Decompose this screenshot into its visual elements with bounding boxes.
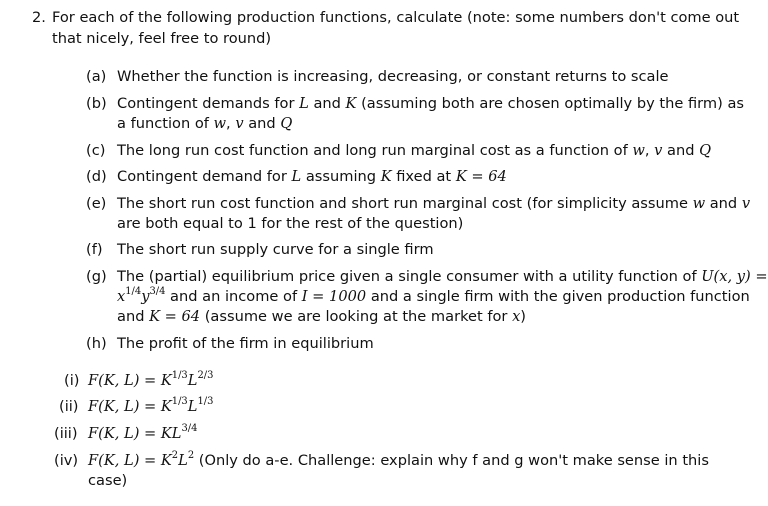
item-text-e-line1: The short run cost function and short run marginal cost (for simplicity assume w and v	[117, 195, 751, 212]
item-label-e: (e)	[86, 195, 107, 212]
item-label-f: (f)	[86, 241, 103, 258]
function-iii: F(K, $L) = KL^{3/4}$	[88, 422, 198, 442]
item-text-b-line1: Contingent demands for L and K (assuming both are chosen optimally by the firm) as	[117, 95, 744, 112]
question-number: 2.	[32, 9, 46, 26]
function-iv-note-line2: case)	[88, 472, 128, 489]
function-iv-note: (Only do a-e. Challenge: explain why f and g won't make sense in this	[194, 452, 709, 469]
item-text-d: Contingent demand for L assuming K fixed at K = 64	[117, 168, 507, 185]
item-text-g-line2: $x^{1/4}y^{3/4}$ and an income of I = 1000 and a single firm with the given production function	[117, 285, 750, 305]
item-text-g-line3: and K = 64 (assume we are looking at the market for x)	[117, 308, 526, 325]
function-label-i: (i)	[64, 372, 80, 389]
item-label-c: (c)	[86, 142, 106, 159]
item-label-b: (b)	[86, 95, 107, 112]
item-text-c: The long run cost function and long run marginal cost as a function of w, v and Q	[117, 142, 712, 159]
item-label-g: (g)	[86, 268, 107, 285]
item-text-h: The profit of the firm in equilibrium	[117, 335, 374, 352]
item-text-g-line1: The (partial) equilibrium price given a single consumer with a utility function of U(x, y) =	[117, 268, 768, 285]
function-iv: F(K, $L) = K^2L^2$ (Only do a-e. Challenge: explain why f and g won't make sense in this	[88, 449, 709, 469]
function-label-iii: (iii)	[54, 425, 78, 442]
item-label-d: (d)	[86, 168, 107, 185]
function-i: F(K, $L) = K^{1/3}L^{2/3}$	[88, 369, 214, 389]
item-text-a: Whether the function is increasing, decreasing, or constant returns to scale	[117, 68, 669, 85]
item-text-f: The short run supply curve for a single firm	[117, 241, 434, 258]
item-label-h: (h)	[86, 335, 107, 352]
item-label-a: (a)	[86, 68, 107, 85]
function-ii: F(K, $L) = K^{1/3}L^{1/3}$	[88, 395, 214, 415]
item-text-e-line2: are both equal to 1 for the rest of the question)	[117, 215, 464, 232]
function-label-ii: (ii)	[59, 398, 79, 415]
item-text-b-line2: a function of w, v and Q	[117, 115, 293, 132]
question-intro-line2: that nicely, feel free to round)	[52, 30, 272, 47]
question-intro-line1: For each of the following production functions, calculate (note: some numbers don't come out	[52, 9, 740, 26]
function-label-iv: (iv)	[54, 452, 79, 469]
